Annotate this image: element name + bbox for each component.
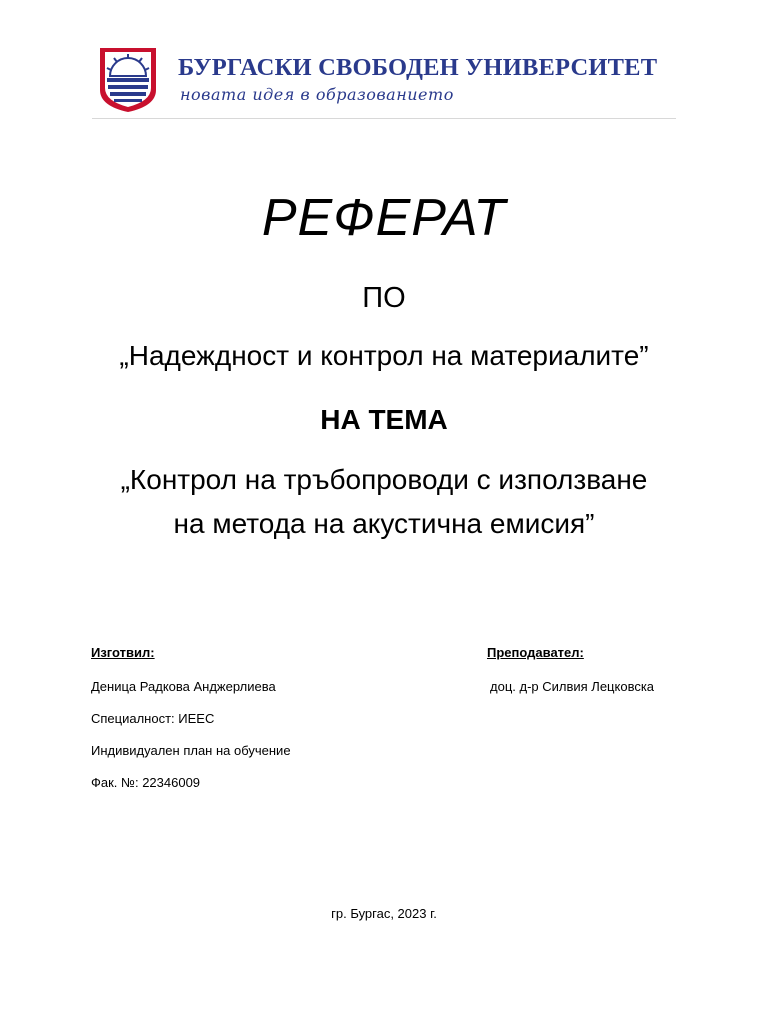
po-label: ПО <box>362 282 406 314</box>
author-fac-no: Фак. №: 22346009 <box>91 775 201 790</box>
author-name: Деница Радкова Анджерлиева <box>91 679 276 694</box>
author-label: Изготвил: <box>91 645 155 660</box>
topic-line-2: на метода на акустична емисия” <box>173 508 595 539</box>
teacher-name: доц. д-р Силвия Лецковска <box>490 679 655 694</box>
place-date: гр. Бургас, 2023 г. <box>331 906 437 921</box>
author-plan: Индивидуален план на обучение <box>91 743 291 758</box>
topic-line-1: „Контрол на тръбопроводи с използване <box>120 464 648 495</box>
university-slogan: новата идея в образованието <box>180 85 454 104</box>
author-specialty: Специалност: ИЕЕС <box>91 711 215 726</box>
na-tema-label: НА ТЕМА <box>320 404 448 435</box>
teacher-label: Преподавател: <box>487 645 584 660</box>
university-name: БУРГАСКИ СВОБОДЕН УНИВЕРСИТЕТ <box>178 54 658 81</box>
university-header <box>92 40 676 119</box>
course-subject: „Надеждност и контрол на материалите” <box>119 340 649 371</box>
document-title: РЕФЕРАТ <box>261 189 507 247</box>
university-logo-icon <box>98 46 158 114</box>
